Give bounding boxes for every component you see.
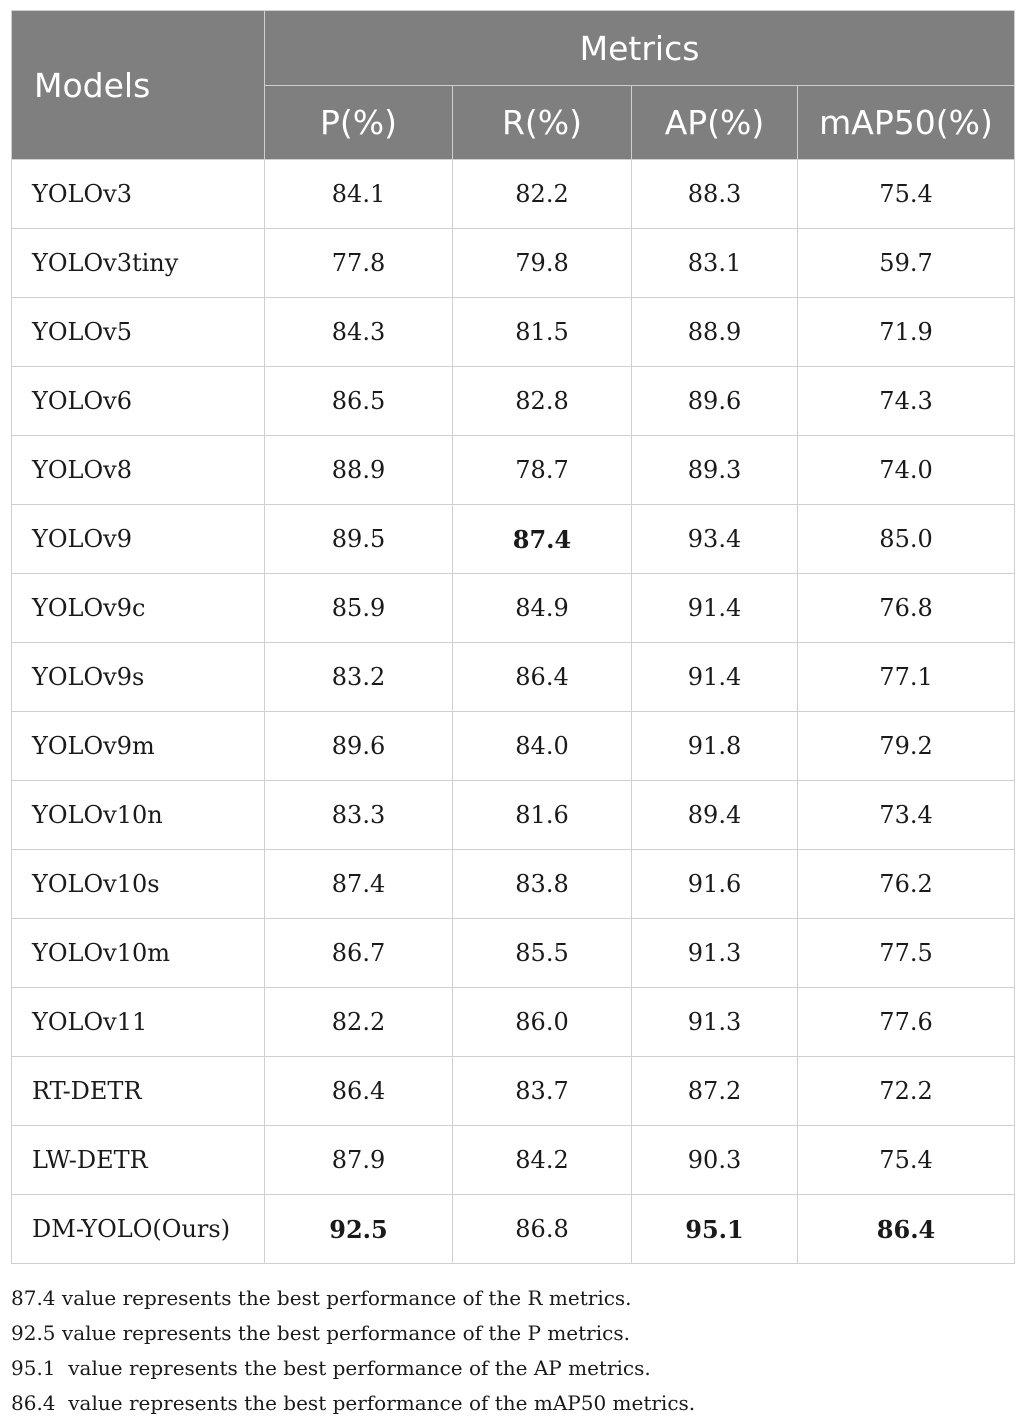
value-cell-map50: 86.4 [798, 1195, 1015, 1264]
metrics-header: Metrics [265, 11, 1015, 86]
value-cell-map50: 77.1 [798, 643, 1015, 712]
value-cell-p: 83.2 [265, 643, 453, 712]
value-cell-p: 89.5 [265, 505, 453, 574]
value-cell-ap: 95.1 [632, 1195, 798, 1264]
value-cell-map50: 76.8 [798, 574, 1015, 643]
value-cell-ap: 91.3 [632, 919, 798, 988]
value-cell-map50: 75.4 [798, 1126, 1015, 1195]
value-cell-r: 82.8 [453, 367, 632, 436]
value-cell-p: 83.3 [265, 781, 453, 850]
table-row [12, 643, 1015, 712]
value-cell-r: 79.8 [453, 229, 632, 298]
header-row-top [12, 11, 1015, 86]
model-name-cell: YOLOv6 [12, 367, 265, 436]
value-cell-ap: 89.4 [632, 781, 798, 850]
footnote-line: 95.1 value represents the best performance of the AP metrics. [11, 1356, 651, 1380]
column-header-map50: mAP50(%) [798, 86, 1015, 160]
value-cell-ap: 93.4 [632, 505, 798, 574]
value-cell-ap: 91.4 [632, 643, 798, 712]
value-cell-map50: 73.4 [798, 781, 1015, 850]
value-cell-r: 81.6 [453, 781, 632, 850]
value-cell-r: 86.4 [453, 643, 632, 712]
value-cell-ap: 89.3 [632, 436, 798, 505]
value-cell-p: 86.7 [265, 919, 453, 988]
model-name-cell: YOLOv3tiny [12, 229, 265, 298]
value-cell-map50: 71.9 [798, 298, 1015, 367]
value-cell-ap: 90.3 [632, 1126, 798, 1195]
value-cell-ap: 87.2 [632, 1057, 798, 1126]
model-name-cell: YOLOv8 [12, 436, 265, 505]
table-row [12, 1195, 1015, 1264]
value-cell-map50: 74.0 [798, 436, 1015, 505]
value-cell-map50: 76.2 [798, 850, 1015, 919]
value-cell-p: 84.1 [265, 160, 453, 229]
footnote-line: 92.5 value represents the best performance of the P metrics. [11, 1321, 630, 1345]
table-row [12, 160, 1015, 229]
value-cell-map50: 85.0 [798, 505, 1015, 574]
value-cell-p: 87.9 [265, 1126, 453, 1195]
value-cell-ap: 88.3 [632, 160, 798, 229]
value-cell-p: 86.5 [265, 367, 453, 436]
table-row [12, 298, 1015, 367]
column-header-p: P(%) [265, 86, 453, 160]
table-row [12, 229, 1015, 298]
model-name-cell: YOLOv3 [12, 160, 265, 229]
value-cell-r: 84.9 [453, 574, 632, 643]
model-name-cell: LW-DETR [12, 1126, 265, 1195]
model-name-cell: YOLOv9m [12, 712, 265, 781]
table-row [12, 367, 1015, 436]
value-cell-r: 78.7 [453, 436, 632, 505]
table-row [12, 1057, 1015, 1126]
value-cell-r: 83.7 [453, 1057, 632, 1126]
model-name-cell: YOLOv9 [12, 505, 265, 574]
value-cell-r: 84.0 [453, 712, 632, 781]
value-cell-r: 86.8 [453, 1195, 632, 1264]
value-cell-r: 82.2 [453, 160, 632, 229]
value-cell-r: 86.0 [453, 988, 632, 1057]
model-name-cell: DM-YOLO(Ours) [12, 1195, 265, 1264]
model-name-cell: RT-DETR [12, 1057, 265, 1126]
value-cell-map50: 59.7 [798, 229, 1015, 298]
value-cell-r: 84.2 [453, 1126, 632, 1195]
column-header-ap: AP(%) [632, 86, 798, 160]
table-row [12, 712, 1015, 781]
model-name-cell: YOLOv9c [12, 574, 265, 643]
model-name-cell: YOLOv9s [12, 643, 265, 712]
value-cell-p: 84.3 [265, 298, 453, 367]
value-cell-ap: 91.3 [632, 988, 798, 1057]
column-header-r: R(%) [453, 86, 632, 160]
table-row [12, 505, 1015, 574]
table-header [12, 11, 1015, 160]
models-header: Models [12, 11, 265, 160]
value-cell-p: 88.9 [265, 436, 453, 505]
value-cell-r: 83.8 [453, 850, 632, 919]
model-name-cell: YOLOv10s [12, 850, 265, 919]
value-cell-r: 85.5 [453, 919, 632, 988]
table-row [12, 436, 1015, 505]
model-name-cell: YOLOv11 [12, 988, 265, 1057]
results-table-container [11, 10, 1014, 1264]
value-cell-ap: 88.9 [632, 298, 798, 367]
value-cell-ap: 91.8 [632, 712, 798, 781]
footnote-line: 87.4 value represents the best performance of the R metrics. [11, 1286, 632, 1310]
table-row [12, 574, 1015, 643]
value-cell-ap: 91.6 [632, 850, 798, 919]
table-body [12, 160, 1015, 1264]
value-cell-map50: 75.4 [798, 160, 1015, 229]
table-row [12, 1126, 1015, 1195]
value-cell-p: 82.2 [265, 988, 453, 1057]
model-name-cell: YOLOv10n [12, 781, 265, 850]
value-cell-r: 87.4 [453, 505, 632, 574]
table-row [12, 781, 1015, 850]
value-cell-map50: 77.5 [798, 919, 1015, 988]
table-row [12, 850, 1015, 919]
value-cell-ap: 89.6 [632, 367, 798, 436]
value-cell-p: 87.4 [265, 850, 453, 919]
value-cell-ap: 91.4 [632, 574, 798, 643]
results-table [11, 10, 1015, 1264]
model-name-cell: YOLOv10m [12, 919, 265, 988]
value-cell-p: 77.8 [265, 229, 453, 298]
table-row [12, 988, 1015, 1057]
value-cell-r: 81.5 [453, 298, 632, 367]
model-name-cell: YOLOv5 [12, 298, 265, 367]
value-cell-map50: 72.2 [798, 1057, 1015, 1126]
value-cell-map50: 77.6 [798, 988, 1015, 1057]
value-cell-map50: 74.3 [798, 367, 1015, 436]
value-cell-p: 92.5 [265, 1195, 453, 1264]
table-row [12, 919, 1015, 988]
footnote-line: 86.4 value represents the best performance of the mAP50 metrics. [11, 1391, 696, 1415]
value-cell-map50: 79.2 [798, 712, 1015, 781]
value-cell-p: 86.4 [265, 1057, 453, 1126]
value-cell-p: 89.6 [265, 712, 453, 781]
value-cell-p: 85.9 [265, 574, 453, 643]
value-cell-ap: 83.1 [632, 229, 798, 298]
table-footnotes [11, 1281, 1014, 1421]
